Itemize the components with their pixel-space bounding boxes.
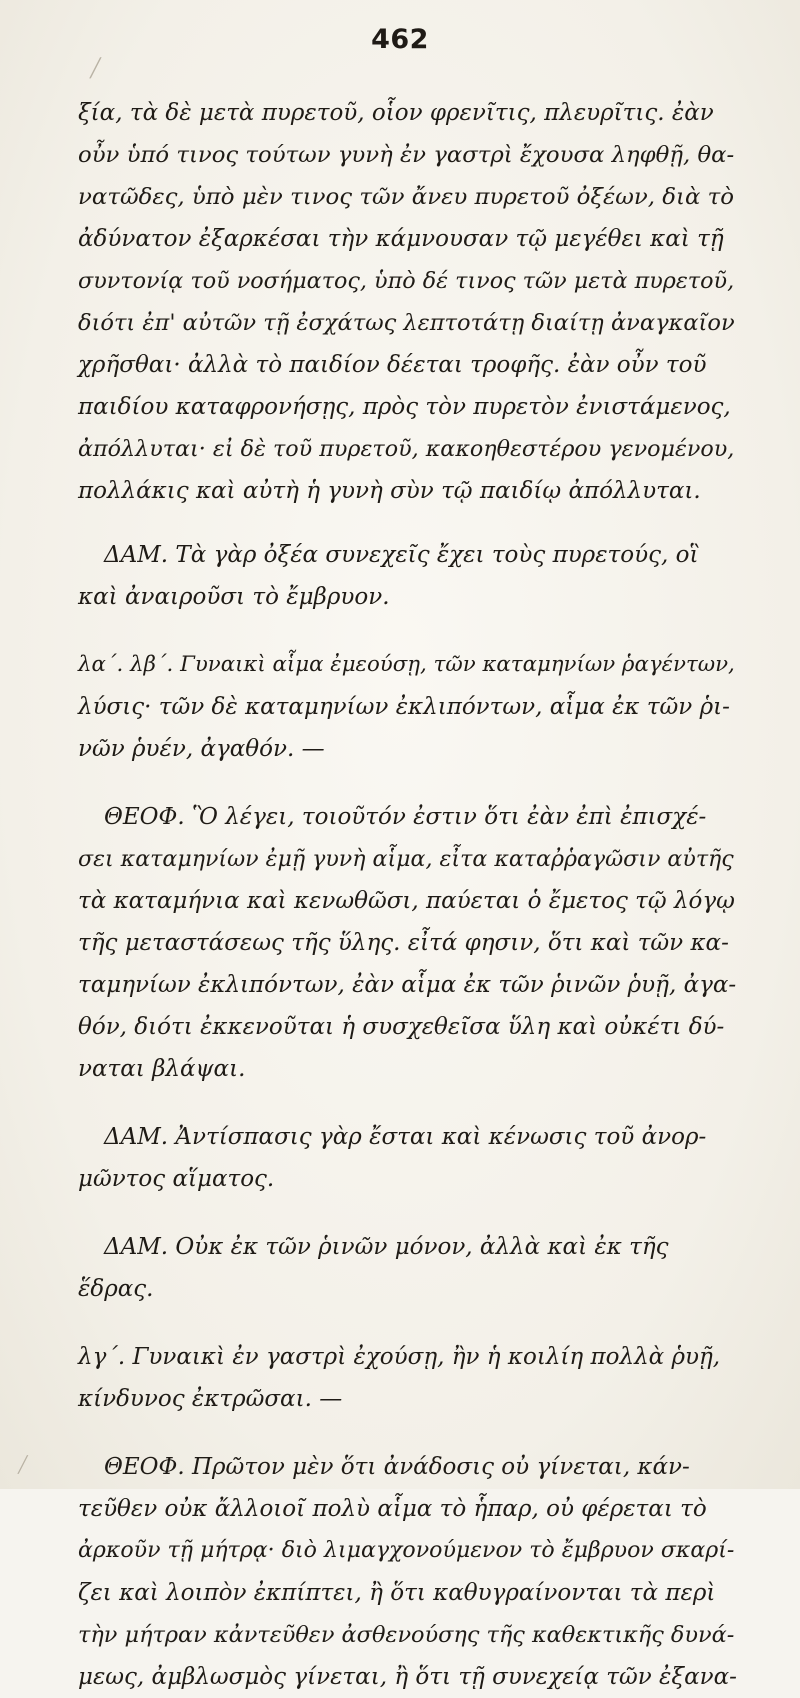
text-line: λύσις· τῶν δὲ καταμηνίων ἐκλιπόντων, αἷμα ἐκ τῶν ῥι- xyxy=(78,694,730,720)
text-line: ΔΑΜ. Τὰ γὰρ ὀξέα συνεχεῖς ἔχει τοὺς πυρετούς, οἳ xyxy=(104,542,699,568)
text-line: μῶντος αἵματος. xyxy=(78,1166,275,1192)
margin-tick-mark: ╱ xyxy=(90,58,101,79)
text-line: διότι ἐπ' αὐτῶν τῇ ἐσχάτως λεπτοτάτῃ διαίτῃ ἀναγκαῖον xyxy=(78,310,735,336)
text-line: ἀπόλλυται· εἰ δὲ τοῦ πυρετοῦ, κακοηθεστέρου γενομένου, xyxy=(78,436,735,462)
text-line: ΔΑΜ. Οὐκ ἐκ τῶν ῥινῶν μόνον, ἀλλὰ καὶ ἐκ τῆς xyxy=(104,1234,669,1260)
paragraph-theoph-commentary xyxy=(78,796,738,1090)
text-line: ἕδρας. xyxy=(78,1276,154,1302)
paragraph-dam-commentary xyxy=(78,1226,738,1310)
text-line: νατῶδες, ὑπὸ μὲν τινος τῶν ἄνευ πυρετοῦ ὀξέων, διὰ τὸ xyxy=(78,184,735,210)
text-line: ἀδύνατον ἐξαρκέσαι τὴν κάμνουσαν τῷ μεγέθει καὶ τῇ xyxy=(78,226,724,252)
text-line: ναται βλάψαι. xyxy=(78,1056,246,1082)
text-line: τὰ καταμήνια καὶ κενωθῶσι, παύεται ὁ ἔμετος τῷ λόγῳ xyxy=(78,888,735,914)
text-line: παιδίου καταφρονήσῃς, πρὸς τὸν πυρετὸν ἐνιστάμενος, xyxy=(78,394,731,420)
paragraph-opening xyxy=(78,92,738,512)
text-line: ΔΑΜ. Ἀντίσπασις γὰρ ἔσται καὶ κένωσις τοῦ ἀνορ- xyxy=(104,1124,707,1150)
text-line: τῆς μεταστάσεως τῆς ὕλης. εἶτά φησιν, ὅτι καὶ τῶν κα- xyxy=(78,930,729,956)
text-line: τὴν μήτραν κἀντεῦθεν ἀσθενούσης τῆς καθεκτικῆς δυνά- xyxy=(78,1622,735,1648)
text-line: ταμηνίων ἐκλιπόντων, ἐὰν αἷμα ἐκ τῶν ῥινῶν ῥυῇ, ἀγα- xyxy=(78,972,737,998)
text-line: χρῆσθαι· ἀλλὰ τὸ παιδίον δέεται τροφῆς. ἐὰν οὖν τοῦ xyxy=(78,352,707,378)
text-line: κίνδυνος ἐκτρῶσαι. — xyxy=(78,1386,343,1412)
text-line: ζει καὶ λοιπὸν ἐκπίπτει, ἢ ὅτι καθυγραίνονται τὰ περὶ xyxy=(78,1580,716,1606)
text-line: ἀρκοῦν τῇ μήτρᾳ· διὸ λιμαγχονούμενον τὸ ἔμβρυον σκαρί- xyxy=(78,1538,735,1563)
paragraph-dam-commentary xyxy=(78,1116,738,1200)
text-line: ξία, τὰ δὲ μετὰ πυρετοῦ, οἷον φρενῖτις, πλευρῖτις. ἐὰν xyxy=(78,100,714,126)
text-line: λα΄. λβ΄. Γυναικὶ αἷμα ἐμεούσῃ, τῶν καταμηνίων ῥαγέντων, xyxy=(78,652,735,677)
page-number: 462 xyxy=(371,24,429,55)
text-line: θόν, διότι ἐκκενοῦται ἡ συσχεθεῖσα ὕλη καὶ οὐκέτι δύ- xyxy=(78,1014,725,1040)
text-line: σει καταμηνίων ἐμῇ γυνὴ αἷμα, εἶτα καταῤῥαγῶσιν αὐτῆς xyxy=(78,846,734,872)
text-line: οὖν ὑπό τινος τούτων γυνὴ ἐν γαστρὶ ἔχουσα ληφθῇ, θα- xyxy=(78,142,735,168)
text-line: συντονίᾳ τοῦ νοσήματος, ὑπὸ δέ τινος τῶν μετὰ πυρετοῦ, xyxy=(78,268,735,294)
paragraph-theoph-commentary xyxy=(78,1446,738,1698)
text-line: πολλάκις καὶ αὐτὴ ἡ γυνὴ σὺν τῷ παιδίῳ ἀπόλλυται. xyxy=(78,478,701,504)
text-line: νῶν ῥυέν, ἀγαθόν. — xyxy=(78,736,325,762)
margin-tick-mark: ╱ xyxy=(18,1455,28,1474)
paragraph-aphorism-33 xyxy=(78,1336,738,1420)
text-line: μεως, ἀμβλωσμὸς γίνεται, ἢ ὅτι τῇ συνεχείᾳ τῶν ἐξανα- xyxy=(78,1664,737,1690)
text-line: καὶ ἀναιροῦσι τὸ ἔμβρυον. xyxy=(78,584,390,610)
text-line: λγ΄. Γυναικὶ ἐν γαστρὶ ἐχούσῃ, ἢν ἡ κοιλίη πολλὰ ῥυῇ, xyxy=(78,1344,721,1370)
body-text xyxy=(78,92,738,1698)
paragraph-aphorism-31-32 xyxy=(78,644,738,770)
text-line: ΘΕΟΦ. Πρῶτον μὲν ὅτι ἀνάδοσις οὐ γίνεται, κάν- xyxy=(104,1454,690,1480)
text-line: τεῦθεν οὐκ ἄλλοιοῖ πολὺ αἷμα τὸ ἧπαρ, οὐ φέρεται τὸ xyxy=(78,1496,707,1522)
text-line: ΘΕΟΦ. Ὃ λέγει, τοιοῦτόν ἐστιν ὅτι ἐὰν ἐπὶ ἐπισχέ- xyxy=(104,804,707,830)
paragraph-dam-commentary xyxy=(78,534,738,618)
